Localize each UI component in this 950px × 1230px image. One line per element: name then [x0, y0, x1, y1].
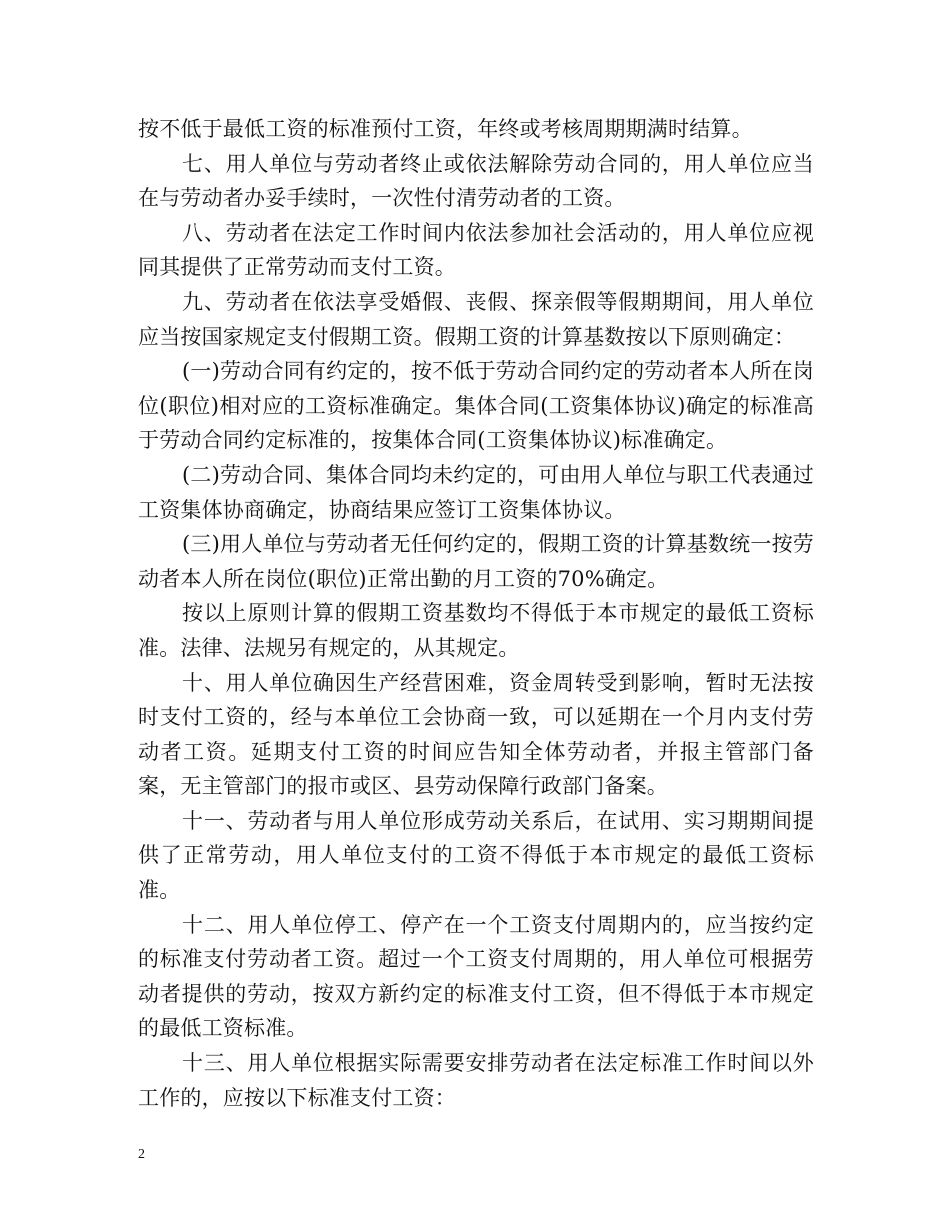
paragraph-article-11: 十一、劳动者与用人单位形成劳动关系后，在试用、实习期期间提供了正常劳动，用人单位支付的工资不得低于本市规定的最低工资标准。 [138, 808, 814, 903]
paragraph-article-13: 十三、用人单位根据实际需要安排劳动者在法定标准工作时间以外工作的，应按以下标准支付工资： [138, 1051, 814, 1110]
paragraph-article-10: 十、用人单位确因生产经营困难，资金周转受到影响，暂时无法按时支付工资的，经与本单位工会协商一致，可以延期在一个月内支付劳动者工资。延期支付工资的时间应告知全体劳动者，并报主管部门备案，无主管部门的报市或区、县劳动保障行政部门备案。 [138, 670, 814, 799]
paragraph-article-9-item-2: (二)劳动合同、集体合同均未约定的，可由用人单位与职工代表通过工资集体协商确定，协商结果应签订工资集体协议。 [138, 462, 814, 522]
paragraph-article-9: 九、劳动者在依法享受婚假、丧假、探亲假等假期期间，用人单位应当按国家规定支付假期工资。假期工资的计算基数按以下原则确定： [138, 289, 814, 349]
paragraph-article-9-item-1: (一)劳动合同有约定的，按不低于劳动合同约定的劳动者本人所在岗位(职位)相对应的工资标准确定。集体合同(工资集体协议)确定的标准高于劳动合同约定标准的，按集体合同(工资集体协议)标准确定。 [138, 359, 814, 453]
page-number: 2 [138, 1147, 145, 1162]
paragraph-article-9-note: 按以上原则计算的假期工资基数均不得低于本市规定的最低工资标准。法律、法规另有规定的，从其规定。 [138, 601, 814, 660]
paragraph-continuation: 按不低于最低工资的标准预付工资，年终或考核周期期满时结算。 [138, 117, 753, 141]
paragraph-article-7: 七、用人单位与劳动者终止或依法解除劳动合同的，用人单位应当在与劳动者办妥手续时，一次性付清劳动者的工资。 [138, 151, 814, 211]
paragraph-article-8: 八、劳动者在法定工作时间内依法参加社会活动的，用人单位应视同其提供了正常劳动而支付工资。 [138, 220, 814, 280]
body-text [138, 112, 814, 1115]
paragraph-article-9-item-3: (三)用人单位与劳动者无任何约定的，假期工资的计算基数统一按劳动者本人所在岗位(职位)正常出勤的月工资的70%确定。 [138, 532, 814, 591]
paragraph-article-12: 十二、用人单位停工、停产在一个工资支付周期内的，应当按约定的标准支付劳动者工资。超过一个工资支付周期的，用人单位可根据劳动者提供的劳动，按双方新约定的标准支付工资，但不得低于本市规定的最低工资标准。 [138, 912, 814, 1041]
